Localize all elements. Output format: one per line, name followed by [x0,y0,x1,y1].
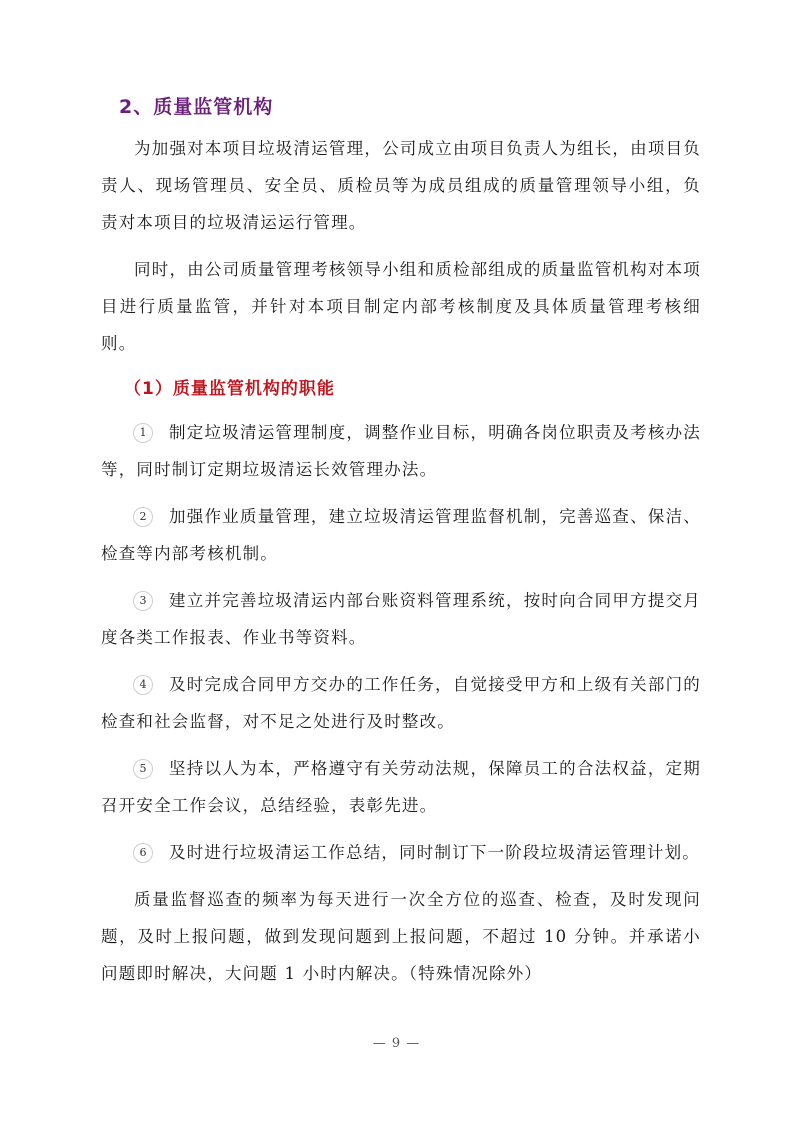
circled-number-icon: 3 [133,591,153,611]
list-item [101,414,701,488]
subsection-heading: （1）质量监管机构的职能 [124,379,335,399]
list-item [101,666,701,740]
list-item [101,498,701,572]
closing-paragraph: 质量监督巡查的频率为每天进行一次全方位的巡查、检查，及时发现问题，及时上报问题，做到发现问题到上报问题，不超过 10 分钟。并承诺小问题即时解决，大问题 1 小时内解决。（特殊情况除外） [101,890,701,983]
paragraph: 同时，由公司质量管理考核领导小组和质检部组成的质量监管机构对本项目进行质量监管，并针对本项目制定内部考核制度及具体质量管理考核细则。 [101,260,701,353]
circled-number-icon: 4 [133,675,153,695]
list-item-text: 建立并完善垃圾清运内部台账资料管理系统，按时向合同甲方提交月度各类工作报表、作业书等资料。 [101,591,701,647]
section-heading: 2、质量监管机构 [119,96,274,118]
circled-number-icon: 5 [133,759,153,779]
list-item [101,750,701,824]
page-content [101,88,701,1002]
list-item-text: 坚持以人为本，严格遵守有关劳动法规，保障员工的合法权益，定期召开安全工作会议，总结经验，表彰先进。 [101,759,701,815]
list-item-text: 制定垃圾清运管理制度，调整作业目标，明确各岗位职责及考核办法等，同时制订定期垃圾清运长效管理办法。 [101,423,701,479]
circled-number-icon: 1 [133,423,153,443]
paragraph: 为加强对本项目垃圾清运管理，公司成立由项目负责人为组长，由项目负责人、现场管理员、安全员、质检员等为成员组成的质量管理领导小组，负责对本项目的垃圾清运运行管理。 [101,139,701,232]
list-item [101,582,701,656]
list-item-text: 及时进行垃圾清运工作总结，同时制订下一阶段垃圾清运管理计划。 [169,843,700,862]
circled-number-icon: 2 [133,507,153,527]
list-item [101,834,701,871]
list-item-text: 加强作业质量管理，建立垃圾清运管理监督机制，完善巡查、保洁、检查等内部考核机制。 [101,507,701,563]
list-item-text: 及时完成合同甲方交办的工作任务，自觉接受甲方和上级有关部门的检查和社会监督，对不足之处进行及时整改。 [101,675,701,731]
circled-number-icon: 6 [133,843,153,863]
page-number: — 9 — [372,1036,421,1051]
